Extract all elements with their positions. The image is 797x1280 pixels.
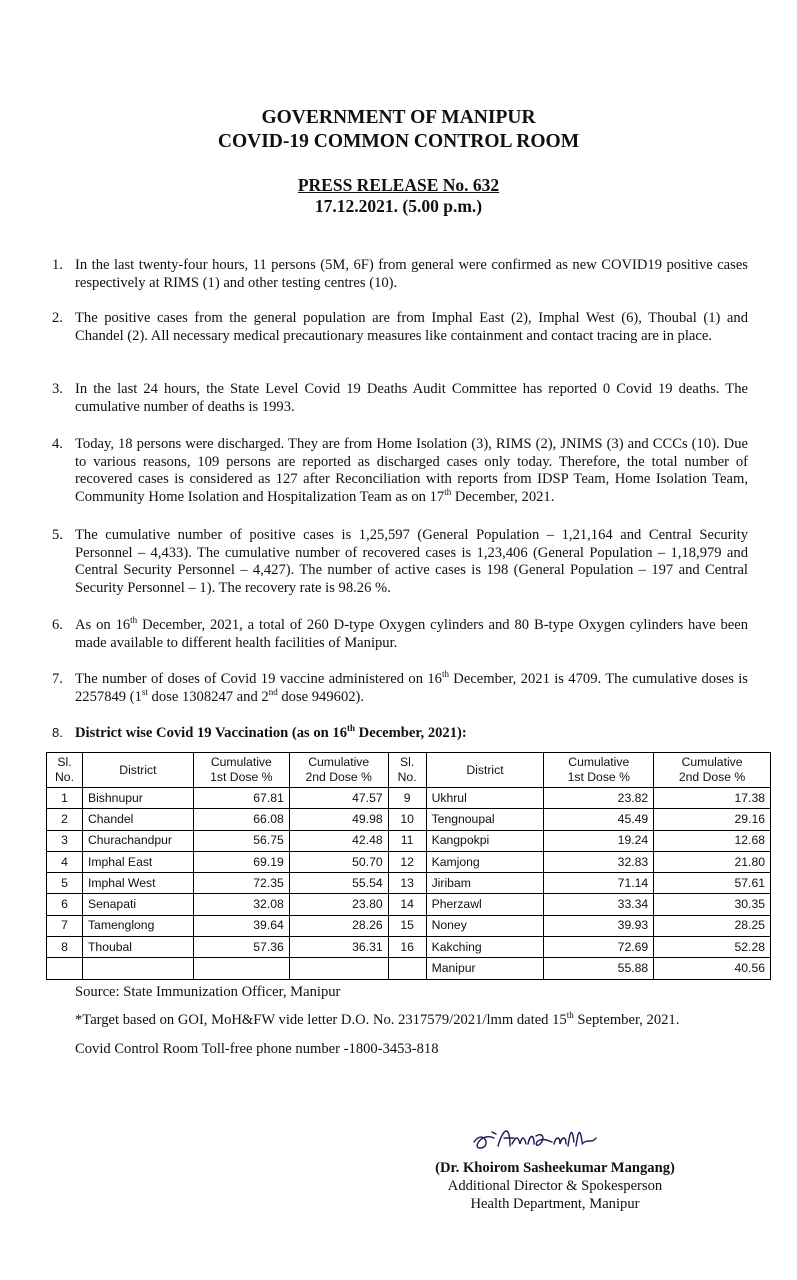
header-first-dose: Cumulative 1st Dose % xyxy=(193,753,289,788)
source-note: Source: State Immunization Officer, Manipur xyxy=(75,984,341,1000)
first-dose-cell: 71.14 xyxy=(544,873,654,894)
first-dose-cell: 39.93 xyxy=(544,915,654,936)
first-dose-cell: 72.35 xyxy=(193,873,289,894)
header-government: GOVERNMENT OF MANIPUR xyxy=(261,107,536,128)
sl-no-cell: 6 xyxy=(47,894,83,915)
press-release-number: PRESS RELEASE No. 632 xyxy=(297,175,500,195)
press-release-date: 17.12.2021. (5.00 p.m.) xyxy=(314,196,483,216)
sl-no-cell: 14 xyxy=(388,894,426,915)
list-item: 5. The cumulative number of positive cases is 1,25,597 (General Population – 1,21,164 and Central Security Personnel – 4,433). The cumulative number of recovered cases is 1,23,406 (General Population – 1,18,979 and Central Security Personnel – 4,427). The number of active cases is 198 (General Population – 197 and Central Security Personnel – 1). The recovery rate is 98.26 %. xyxy=(52,527,748,596)
sl-no-cell: 9 xyxy=(388,788,426,809)
district-cell: Imphal East xyxy=(82,851,193,872)
table-row xyxy=(47,788,771,809)
second-dose-cell: 55.54 xyxy=(289,873,388,894)
list-item: 6. As on 16th December, 2021, a total of 260 D-type Oxygen cylinders and 80 B-type Oxygen cylinders have been made available to different health facilities of Manipur. xyxy=(52,615,748,651)
first-dose-cell: 23.82 xyxy=(544,788,654,809)
district-cell: Tamenglong xyxy=(82,915,193,936)
first-dose-cell: 32.83 xyxy=(544,851,654,872)
tollfree-note: Covid Control Room Toll-free phone number -1800-3453-818 xyxy=(75,1041,439,1057)
sl-no-cell: 15 xyxy=(388,915,426,936)
second-dose-cell: 28.26 xyxy=(289,915,388,936)
first-dose-cell: 69.19 xyxy=(193,851,289,872)
sl-no-cell: 3 xyxy=(47,830,83,851)
second-dose-cell: 36.31 xyxy=(289,937,388,958)
second-dose-cell: 50.70 xyxy=(289,851,388,872)
first-dose-cell: 33.34 xyxy=(544,894,654,915)
first-dose-cell: 32.08 xyxy=(193,894,289,915)
table-row xyxy=(47,873,771,894)
vaccination-section-title: 8. District wise Covid 19 Vaccination (as on 16th December, 2021): xyxy=(52,723,467,741)
empty-cell xyxy=(82,958,193,979)
district-cell: Jiribam xyxy=(426,873,544,894)
second-dose-cell: 49.98 xyxy=(289,809,388,830)
district-cell: Imphal West xyxy=(82,873,193,894)
district-cell: Kamjong xyxy=(426,851,544,872)
second-dose-cell: 28.25 xyxy=(654,915,771,936)
second-dose-cell: 52.28 xyxy=(654,937,771,958)
total-district: Manipur xyxy=(426,958,544,979)
sl-no-cell: 8 xyxy=(47,937,83,958)
sl-no-cell: 13 xyxy=(388,873,426,894)
district-cell: Senapati xyxy=(82,894,193,915)
second-dose-cell: 57.61 xyxy=(654,873,771,894)
second-dose-cell: 17.38 xyxy=(654,788,771,809)
second-dose-cell: 42.48 xyxy=(289,830,388,851)
sl-no-cell: 1 xyxy=(47,788,83,809)
empty-cell xyxy=(193,958,289,979)
signatory-title: Additional Director & Spokesperson xyxy=(447,1178,663,1194)
district-cell: Pherzawl xyxy=(426,894,544,915)
sl-no-cell: 7 xyxy=(47,915,83,936)
sl-no-cell: 10 xyxy=(388,809,426,830)
first-dose-cell: 67.81 xyxy=(193,788,289,809)
header-second-dose: Cumulative 2nd Dose % xyxy=(289,753,388,788)
second-dose-cell: 21.80 xyxy=(654,851,771,872)
list-item: 2. The positive cases from the general population are from Imphal East (2), Imphal West (6), Thoubal (1) and Chandel (2). All necessary medical precautionary measures like containment and contact tracing are in place. xyxy=(52,310,748,344)
header-second-dose: Cumulative 2nd Dose % xyxy=(654,753,771,788)
district-cell: Churachandpur xyxy=(82,830,193,851)
district-cell: Tengnoupal xyxy=(426,809,544,830)
vaccination-table xyxy=(46,752,771,980)
empty-cell xyxy=(289,958,388,979)
second-dose-cell: 12.68 xyxy=(654,830,771,851)
signatory-department: Health Department, Manipur xyxy=(470,1196,640,1212)
district-cell: Ukhrul xyxy=(426,788,544,809)
sl-no-cell: 11 xyxy=(388,830,426,851)
table-row xyxy=(47,809,771,830)
header-sl-no: Sl. No. xyxy=(388,753,426,788)
list-item: 3. In the last 24 hours, the State Level Covid 19 Deaths Audit Committee has reported 0 Covid 19 deaths. The cumulative number of deaths is 1993. xyxy=(52,381,748,415)
first-dose-cell: 66.08 xyxy=(193,809,289,830)
district-cell: Kangpokpi xyxy=(426,830,544,851)
second-dose-cell: 47.57 xyxy=(289,788,388,809)
district-cell: Chandel xyxy=(82,809,193,830)
second-dose-cell: 29.16 xyxy=(654,809,771,830)
district-cell: Thoubal xyxy=(82,937,193,958)
district-cell: Bishnupur xyxy=(82,788,193,809)
header-district: District xyxy=(82,753,193,788)
header-first-dose: Cumulative 1st Dose % xyxy=(544,753,654,788)
sl-no-cell: 4 xyxy=(47,851,83,872)
table-row xyxy=(47,851,771,872)
first-dose-cell: 72.69 xyxy=(544,937,654,958)
signatory-name: (Dr. Khoirom Sasheekumar Mangang) xyxy=(435,1160,675,1176)
sl-no-cell: 2 xyxy=(47,809,83,830)
list-item: 4. Today, 18 persons were discharged. They are from Home Isolation (3), RIMS (2), JNIMS (3) and CCCs (10). Due to various reasons, 109 persons are reported as discharged cases only today. Therefore, the total number of recovered cases is considered as 127 after Reconciliation with reports from IDSP Team, Home Isolation Team, Community Home Isolation and Hospitalization Team as on 17th December, 2021. xyxy=(52,436,748,505)
empty-cell xyxy=(47,958,83,979)
sl-no-cell: 16 xyxy=(388,937,426,958)
list-item: 1. In the last twenty-four hours, 11 persons (5M, 6F) from general were confirmed as new COVID19 positive cases respectively at RIMS (1) and other testing centres (10). xyxy=(52,257,748,291)
first-dose-cell: 19.24 xyxy=(544,830,654,851)
table-total-row xyxy=(47,958,771,979)
empty-cell xyxy=(388,958,426,979)
second-dose-cell: 30.35 xyxy=(654,894,771,915)
district-cell: Kakching xyxy=(426,937,544,958)
table-row xyxy=(47,830,771,851)
list-item: 7. The number of doses of Covid 19 vaccine administered on 16th December, 2021 is 4709. The cumulative doses is 2257849 (1st dose 1308247 and 2nd dose 949602). xyxy=(52,669,748,705)
district-cell: Noney xyxy=(426,915,544,936)
total-first-dose: 55.88 xyxy=(544,958,654,979)
first-dose-cell: 45.49 xyxy=(544,809,654,830)
header-district: District xyxy=(426,753,544,788)
first-dose-cell: 39.64 xyxy=(193,915,289,936)
table-row xyxy=(47,915,771,936)
sl-no-cell: 12 xyxy=(388,851,426,872)
second-dose-cell: 23.80 xyxy=(289,894,388,915)
header-control-room: COVID-19 COMMON CONTROL ROOM xyxy=(217,131,580,152)
signature-image xyxy=(470,1118,630,1156)
first-dose-cell: 57.36 xyxy=(193,937,289,958)
header-sl-no: Sl. No. xyxy=(47,753,83,788)
table-header-row xyxy=(47,753,771,788)
target-note: *Target based on GOI, MoH&FW vide letter D.O. No. 2317579/2021/lmm dated 15th September, 2021. xyxy=(75,1010,680,1028)
total-second-dose: 40.56 xyxy=(654,958,771,979)
sl-no-cell: 5 xyxy=(47,873,83,894)
first-dose-cell: 56.75 xyxy=(193,830,289,851)
table-row xyxy=(47,894,771,915)
table-row xyxy=(47,937,771,958)
